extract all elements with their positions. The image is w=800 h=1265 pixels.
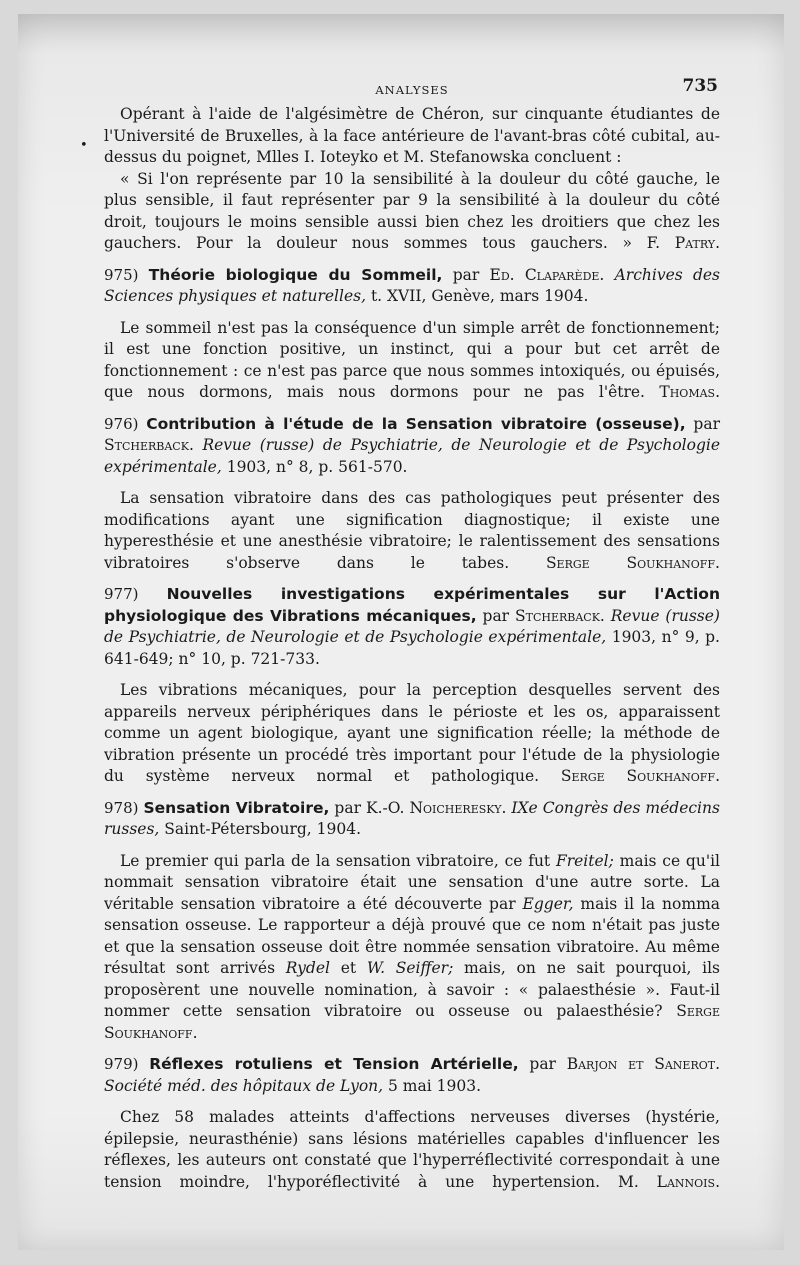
- entry-number: 979): [104, 1055, 139, 1073]
- entry-body: [104, 680, 720, 788]
- entry-source-detail: 1903, n° 8, p. 561-570.: [226, 457, 408, 476]
- entry-body-part: Le premier qui parla de la sensation vibratoire, ce fut: [120, 851, 556, 870]
- entry-source-detail: Saint-Pétersbourg, 1904.: [164, 820, 362, 838]
- entry-source-detail: 1903, n° 9, p. 641-649; n° 10, p. 721-733.: [104, 628, 720, 668]
- entry-body-part: mais ce qu'il nommait sensation vibratoire était une sensation d'une autre sorte. La véritable sensation vibratoire a été découverte par: [104, 851, 720, 913]
- entry-author: Stcherback.: [104, 436, 194, 454]
- entry-975: [104, 265, 720, 404]
- entry-title: Réflexes rotuliens et Tension Artérielle,: [149, 1055, 519, 1073]
- entry-source-detail: 5 mai 1903.: [388, 1076, 482, 1095]
- entry-title: Contribution à l'étude de la Sensation vibratoire (osseuse),: [146, 414, 686, 433]
- entry-number: 975): [104, 265, 139, 284]
- entry-by: par: [452, 265, 480, 284]
- entry-by: par: [482, 606, 510, 625]
- intro-signature: F. Patry.: [646, 234, 720, 252]
- entry-signature: Serge Soukhanoff.: [545, 553, 720, 572]
- running-header: [104, 76, 720, 98]
- entry-source-detail: t. XVII, Genève, mars 1904.: [370, 287, 589, 305]
- entry-heading: [104, 265, 720, 308]
- entry-heading: [104, 1054, 720, 1097]
- entry-source: Revue (russe) de Psychiatrie, de Neurologie et de Psychologie expérimentale,: [104, 436, 720, 476]
- entry-heading: [104, 798, 720, 841]
- entry-body-part: mais il la nomma sensation osseuse. Le rapporteur a déjà prouvé que ce nom n'était pas juste et que la sensation osseuse doit être nommée sensation vibratoire. Au même résultat sont arrivés: [104, 894, 721, 977]
- entry-signature: M. Lannois.: [617, 1172, 720, 1191]
- entry-976: [104, 414, 720, 575]
- entry-signature: Serge Soukhanoff.: [560, 767, 720, 785]
- entry-by: par: [334, 798, 361, 817]
- entry-title: Nouvelles investigations expérimentales sur l'Action physiologique des Vibrations mécaniques,: [104, 585, 720, 625]
- entry-body: [104, 488, 720, 574]
- entry-title: Théorie biologique du Sommeil,: [148, 265, 443, 284]
- entry-source: Revue (russe) de Psychiatrie, de Neurologie et de Psychologie expérimentale,: [104, 606, 720, 646]
- page-content: [104, 76, 720, 1193]
- entry-number: 976): [104, 414, 139, 433]
- entry-author: K.-O. Noicheresky.: [365, 798, 507, 817]
- entry-by: par: [693, 414, 720, 433]
- page-number: 735: [682, 76, 718, 96]
- entry-author: Barjon et Sanerot.: [566, 1055, 721, 1073]
- entry-body-part: Rydel: [285, 959, 330, 977]
- page: [18, 14, 784, 1250]
- entry-source: Société méd. des hôpitaux de Lyon,: [104, 1076, 384, 1095]
- intro-paragraph: Opérant à l'aide de l'algésimètre de Chéron, sur cinquante étudiantes de l'Université de Bruxelles, à la face antérieure de l'avant-bras côté cubital, au-dessus du poignet, Mlles I. Ioteyko et M. Stefanowska concluent :: [104, 105, 720, 166]
- entry-body-text: Le sommeil n'est pas la conséquence d'un simple arrêt de fonctionnement; il est une fonction positive, un instinct, qui a pour but cet arrêt de fonctionnement : ce n'est pas parce que nous sommes intoxiqués, ou épuisés, que nous dormons, mais nous dormons pour ne pas l'être.: [104, 318, 720, 401]
- entry-body-part: mais, on ne sait pourquoi, ils proposèrent une nouvelle nomination, à savoir : « palaesthésie ». Faut-il nommer cette sensation vibratoire ou osseuse ou palaesthésie?: [104, 959, 720, 1020]
- entry-979: [104, 1054, 720, 1193]
- entry-signature: Thomas.: [659, 383, 720, 401]
- running-title: ANALYSES: [375, 83, 449, 97]
- entry-body: [104, 1107, 720, 1193]
- entry-author: Ed. Claparède.: [489, 265, 605, 284]
- margin-mark: •: [80, 138, 88, 153]
- entry-body-text: La sensation vibratoire dans des cas pathologiques peut présenter des modifications ayant une signification diagnostique; il existe une hyperesthésie et une anesthésie vibratoire; le ralentissement des sensations vibratoires s'observe dans le tabes.: [104, 489, 720, 572]
- entry-source: IXe Congrès des médecins russes,: [104, 798, 720, 838]
- entry-title: Sensation Vibratoire,: [143, 798, 330, 817]
- entry-body-text: Chez 58 malades atteints d'affections nerveuses diverses (hystérie, épilepsie, neurasthénie) sans lésions matérielles capables d'influencer les réflexes, les auteurs ont constaté que l'hyperréflectivité correspondait à une tension moindre, l'hyporéflectivité à une hypertension.: [104, 1108, 720, 1191]
- entry-977: [104, 584, 720, 788]
- entry-by: par: [529, 1055, 556, 1073]
- entry-body: [104, 851, 720, 1045]
- intro-quote: [104, 169, 720, 255]
- entry-body-part: Freitel;: [555, 851, 614, 870]
- entry-978: [104, 798, 720, 1045]
- intro-quote-text: « Si l'on représente par 10 la sensibilité à la douleur du côté gauche, le plus sensible, il faut représenter par 9 la sensibilité à la douleur du côté droit, toujours le moins sensible aussi bien chez les droitiers que chez les gauchers. Pour la douleur nous sommes tous gauchers. »: [104, 169, 720, 252]
- entry-author: Stcherback.: [514, 606, 605, 625]
- entry-number: 977): [104, 585, 139, 603]
- entry-signature: Serge Soukhanoff.: [104, 1002, 720, 1042]
- entry-number: 978): [104, 798, 139, 817]
- entry-body-part: et: [330, 959, 367, 977]
- entry-heading: [104, 584, 720, 670]
- entry-source: Archives des Sciences physiques et naturelles,: [104, 265, 721, 305]
- entry-heading: [104, 414, 720, 479]
- entry-body-part: Egger,: [522, 894, 574, 913]
- entry-body-text: Les vibrations mécaniques, pour la perception desquelles servent des appareils nerveux périphériques dans le périoste et les os, apparaissent comme un agent biologique, ayant une signification réelle; la méthode de vibration présente un procédé très important pour l'étude de la physiologie du système nerveux normal et pathologique.: [104, 681, 720, 785]
- entry-body: [104, 318, 720, 404]
- entry-body-part: W. Seiffer;: [366, 959, 454, 977]
